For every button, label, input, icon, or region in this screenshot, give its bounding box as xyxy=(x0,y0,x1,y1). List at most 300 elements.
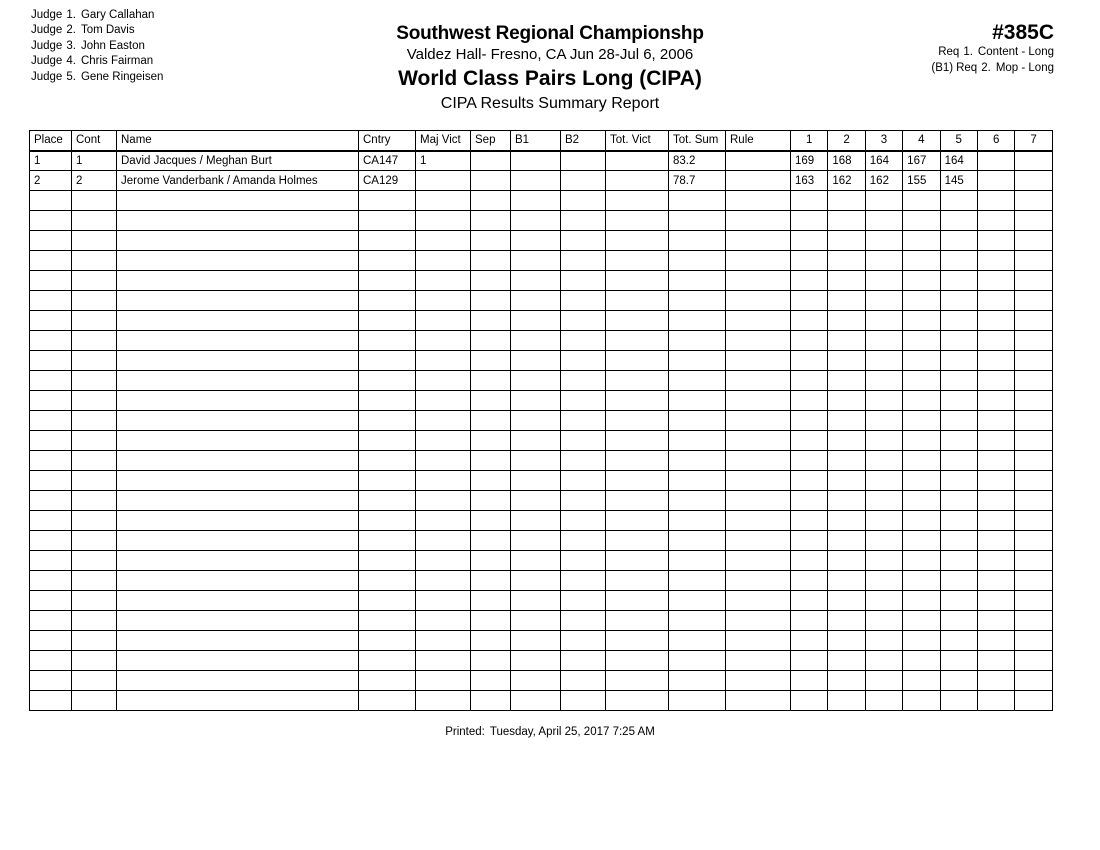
result-cell-place[interactable] xyxy=(30,411,72,431)
result-cell-b2[interactable] xyxy=(561,251,606,271)
result-cell-maj-vict[interactable] xyxy=(416,671,471,691)
result-cell-judge-score-2[interactable] xyxy=(828,211,865,231)
result-cell-judge-score-3[interactable] xyxy=(865,311,902,331)
result-cell-judge-score-3[interactable] xyxy=(865,271,902,291)
result-cell-judge-score-4[interactable] xyxy=(903,691,940,711)
table-row[interactable] xyxy=(30,451,1053,471)
result-cell-judge-score-1[interactable] xyxy=(791,591,828,611)
result-cell-judge-score-4[interactable] xyxy=(903,591,940,611)
result-cell-judge-score-7[interactable] xyxy=(1015,351,1052,371)
result-cell-judge-score-1[interactable] xyxy=(791,551,828,571)
result-cell-judge-score-4[interactable] xyxy=(903,671,940,691)
table-row[interactable] xyxy=(30,271,1053,291)
result-cell-cont[interactable] xyxy=(72,191,117,211)
result-cell-judge-score-2[interactable] xyxy=(828,571,865,591)
result-cell-judge-score-4[interactable] xyxy=(903,411,940,431)
table-row[interactable] xyxy=(30,231,1053,251)
result-cell-name[interactable] xyxy=(117,371,359,391)
result-cell-judge-score-2[interactable] xyxy=(828,491,865,511)
result-cell-maj-vict[interactable] xyxy=(416,351,471,371)
result-cell-sep[interactable] xyxy=(471,271,511,291)
result-cell-tot-sum[interactable] xyxy=(669,411,726,431)
result-cell-judge-score-5[interactable] xyxy=(940,371,977,391)
result-cell-name[interactable] xyxy=(117,651,359,671)
result-cell-b1[interactable] xyxy=(511,451,561,471)
result-cell-judge-score-6[interactable] xyxy=(977,471,1014,491)
result-cell-maj-vict[interactable] xyxy=(416,431,471,451)
result-cell-judge-score-3[interactable] xyxy=(865,611,902,631)
result-cell-judge-score-5[interactable] xyxy=(940,531,977,551)
result-cell-sep[interactable] xyxy=(471,331,511,351)
result-cell-cont[interactable] xyxy=(72,611,117,631)
result-cell-judge-score-2[interactable] xyxy=(828,291,865,311)
result-cell-judge-score-2[interactable] xyxy=(828,651,865,671)
table-row[interactable] xyxy=(30,151,1053,171)
result-cell-sep[interactable] xyxy=(471,491,511,511)
result-cell-judge-score-3[interactable] xyxy=(865,331,902,351)
result-cell-place[interactable]: 2 xyxy=(30,171,72,191)
result-cell-judge-score-6[interactable] xyxy=(977,311,1014,331)
result-cell-cntry[interactable] xyxy=(359,531,416,551)
result-cell-cntry[interactable] xyxy=(359,191,416,211)
result-cell-rule[interactable] xyxy=(726,151,791,171)
result-cell-judge-score-5[interactable] xyxy=(940,351,977,371)
result-cell-judge-score-4[interactable] xyxy=(903,231,940,251)
result-cell-judge-score-1[interactable]: 163 xyxy=(791,171,828,191)
result-cell-b1[interactable] xyxy=(511,391,561,411)
result-cell-judge-score-5[interactable] xyxy=(940,451,977,471)
result-cell-tot-vict[interactable] xyxy=(606,451,669,471)
result-cell-judge-score-7[interactable] xyxy=(1015,311,1052,331)
result-cell-judge-score-2[interactable] xyxy=(828,551,865,571)
result-cell-rule[interactable] xyxy=(726,531,791,551)
result-cell-maj-vict[interactable] xyxy=(416,411,471,431)
result-cell-sep[interactable] xyxy=(471,611,511,631)
result-cell-judge-score-6[interactable] xyxy=(977,191,1014,211)
result-cell-judge-score-3[interactable] xyxy=(865,591,902,611)
result-cell-tot-sum[interactable] xyxy=(669,471,726,491)
result-cell-judge-score-2[interactable] xyxy=(828,191,865,211)
result-cell-place[interactable] xyxy=(30,671,72,691)
result-cell-rule[interactable] xyxy=(726,171,791,191)
result-cell-name[interactable] xyxy=(117,451,359,471)
result-cell-rule[interactable] xyxy=(726,291,791,311)
result-cell-judge-score-6[interactable] xyxy=(977,631,1014,651)
result-cell-name[interactable] xyxy=(117,631,359,651)
result-cell-cntry[interactable] xyxy=(359,491,416,511)
result-cell-tot-vict[interactable] xyxy=(606,471,669,491)
result-cell-judge-score-1[interactable] xyxy=(791,351,828,371)
result-cell-cont[interactable] xyxy=(72,631,117,651)
result-cell-name[interactable] xyxy=(117,351,359,371)
result-cell-cntry[interactable] xyxy=(359,611,416,631)
result-cell-b2[interactable] xyxy=(561,551,606,571)
result-cell-b2[interactable] xyxy=(561,211,606,231)
result-cell-place[interactable] xyxy=(30,511,72,531)
result-cell-judge-score-1[interactable] xyxy=(791,411,828,431)
result-cell-name[interactable] xyxy=(117,211,359,231)
result-cell-sep[interactable] xyxy=(471,391,511,411)
result-cell-sep[interactable] xyxy=(471,631,511,651)
result-cell-cntry[interactable] xyxy=(359,291,416,311)
result-cell-judge-score-7[interactable] xyxy=(1015,531,1052,551)
result-cell-judge-score-3[interactable] xyxy=(865,491,902,511)
result-cell-judge-score-6[interactable] xyxy=(977,411,1014,431)
result-cell-b1[interactable] xyxy=(511,671,561,691)
result-cell-tot-sum[interactable] xyxy=(669,551,726,571)
result-cell-tot-vict[interactable] xyxy=(606,511,669,531)
result-cell-cntry[interactable] xyxy=(359,271,416,291)
result-cell-judge-score-4[interactable] xyxy=(903,551,940,571)
result-cell-sep[interactable] xyxy=(471,531,511,551)
result-cell-judge-score-7[interactable] xyxy=(1015,591,1052,611)
result-cell-maj-vict[interactable] xyxy=(416,291,471,311)
table-row[interactable] xyxy=(30,691,1053,711)
result-cell-judge-score-1[interactable] xyxy=(791,331,828,351)
result-cell-maj-vict[interactable] xyxy=(416,311,471,331)
table-row[interactable] xyxy=(30,491,1053,511)
result-cell-name[interactable] xyxy=(117,191,359,211)
result-cell-tot-vict[interactable] xyxy=(606,211,669,231)
result-cell-b1[interactable] xyxy=(511,311,561,331)
result-cell-tot-sum[interactable]: 78.7 xyxy=(669,171,726,191)
result-cell-tot-sum[interactable] xyxy=(669,631,726,651)
result-cell-b2[interactable] xyxy=(561,611,606,631)
result-cell-place[interactable] xyxy=(30,391,72,411)
result-cell-name[interactable] xyxy=(117,231,359,251)
result-cell-judge-score-1[interactable]: 169 xyxy=(791,151,828,171)
result-cell-name[interactable] xyxy=(117,491,359,511)
result-cell-judge-score-1[interactable] xyxy=(791,431,828,451)
result-cell-sep[interactable] xyxy=(471,251,511,271)
result-cell-judge-score-5[interactable] xyxy=(940,211,977,231)
result-cell-tot-vict[interactable] xyxy=(606,551,669,571)
result-cell-maj-vict[interactable] xyxy=(416,391,471,411)
result-cell-judge-score-7[interactable] xyxy=(1015,371,1052,391)
result-cell-cntry[interactable] xyxy=(359,211,416,231)
result-cell-b1[interactable] xyxy=(511,211,561,231)
result-cell-b2[interactable] xyxy=(561,351,606,371)
table-row[interactable] xyxy=(30,591,1053,611)
result-cell-judge-score-5[interactable] xyxy=(940,631,977,651)
result-cell-judge-score-5[interactable]: 164 xyxy=(940,151,977,171)
result-cell-judge-score-6[interactable] xyxy=(977,511,1014,531)
result-cell-judge-score-3[interactable] xyxy=(865,511,902,531)
result-cell-cont[interactable] xyxy=(72,591,117,611)
result-cell-tot-vict[interactable] xyxy=(606,591,669,611)
result-cell-judge-score-6[interactable] xyxy=(977,651,1014,671)
result-cell-b1[interactable] xyxy=(511,271,561,291)
result-cell-tot-vict[interactable] xyxy=(606,691,669,711)
result-cell-b1[interactable] xyxy=(511,691,561,711)
result-cell-judge-score-7[interactable] xyxy=(1015,451,1052,471)
table-row[interactable] xyxy=(30,671,1053,691)
result-cell-b1[interactable] xyxy=(511,551,561,571)
result-cell-name[interactable] xyxy=(117,251,359,271)
table-row[interactable] xyxy=(30,311,1053,331)
result-cell-rule[interactable] xyxy=(726,351,791,371)
result-cell-rule[interactable] xyxy=(726,191,791,211)
result-cell-tot-sum[interactable] xyxy=(669,651,726,671)
result-cell-maj-vict[interactable] xyxy=(416,591,471,611)
result-cell-rule[interactable] xyxy=(726,511,791,531)
result-cell-b2[interactable] xyxy=(561,391,606,411)
result-cell-cntry[interactable] xyxy=(359,591,416,611)
result-cell-place[interactable] xyxy=(30,591,72,611)
result-cell-judge-score-3[interactable] xyxy=(865,211,902,231)
result-cell-judge-score-3[interactable] xyxy=(865,411,902,431)
result-cell-cont[interactable] xyxy=(72,491,117,511)
result-cell-rule[interactable] xyxy=(726,391,791,411)
result-cell-rule[interactable] xyxy=(726,331,791,351)
result-cell-b2[interactable] xyxy=(561,171,606,191)
result-cell-cont[interactable] xyxy=(72,651,117,671)
result-cell-maj-vict[interactable] xyxy=(416,451,471,471)
result-cell-judge-score-6[interactable] xyxy=(977,451,1014,471)
result-cell-tot-sum[interactable]: 83.2 xyxy=(669,151,726,171)
result-cell-judge-score-5[interactable] xyxy=(940,551,977,571)
result-cell-b1[interactable] xyxy=(511,171,561,191)
result-cell-name[interactable] xyxy=(117,611,359,631)
result-cell-b1[interactable] xyxy=(511,491,561,511)
result-cell-judge-score-6[interactable] xyxy=(977,531,1014,551)
result-cell-judge-score-2[interactable] xyxy=(828,611,865,631)
result-cell-place[interactable] xyxy=(30,231,72,251)
table-row[interactable] xyxy=(30,471,1053,491)
result-cell-sep[interactable] xyxy=(471,651,511,671)
result-cell-cntry[interactable] xyxy=(359,691,416,711)
result-cell-b1[interactable] xyxy=(511,291,561,311)
result-cell-name[interactable]: David Jacques / Meghan Burt xyxy=(117,151,359,171)
result-cell-place[interactable] xyxy=(30,691,72,711)
result-cell-maj-vict[interactable] xyxy=(416,171,471,191)
result-cell-judge-score-7[interactable] xyxy=(1015,631,1052,651)
result-cell-judge-score-6[interactable] xyxy=(977,231,1014,251)
result-cell-cont[interactable] xyxy=(72,331,117,351)
result-cell-sep[interactable] xyxy=(471,191,511,211)
result-cell-tot-vict[interactable] xyxy=(606,491,669,511)
result-cell-tot-sum[interactable] xyxy=(669,311,726,331)
result-cell-judge-score-1[interactable] xyxy=(791,391,828,411)
result-cell-judge-score-6[interactable] xyxy=(977,691,1014,711)
result-cell-judge-score-4[interactable] xyxy=(903,371,940,391)
result-cell-judge-score-6[interactable] xyxy=(977,491,1014,511)
result-cell-b2[interactable] xyxy=(561,491,606,511)
result-cell-tot-sum[interactable] xyxy=(669,291,726,311)
table-row[interactable] xyxy=(30,411,1053,431)
result-cell-judge-score-2[interactable]: 168 xyxy=(828,151,865,171)
result-cell-cntry[interactable] xyxy=(359,431,416,451)
result-cell-judge-score-2[interactable] xyxy=(828,431,865,451)
result-cell-judge-score-1[interactable] xyxy=(791,251,828,271)
result-cell-place[interactable] xyxy=(30,431,72,451)
result-cell-judge-score-1[interactable] xyxy=(791,631,828,651)
result-cell-name[interactable] xyxy=(117,291,359,311)
result-cell-place[interactable] xyxy=(30,631,72,651)
result-cell-name[interactable] xyxy=(117,571,359,591)
result-cell-sep[interactable] xyxy=(471,511,511,531)
result-cell-maj-vict[interactable] xyxy=(416,211,471,231)
result-cell-judge-score-3[interactable] xyxy=(865,531,902,551)
result-cell-judge-score-5[interactable] xyxy=(940,611,977,631)
result-cell-b2[interactable] xyxy=(561,471,606,491)
result-cell-b2[interactable] xyxy=(561,331,606,351)
result-cell-tot-vict[interactable] xyxy=(606,331,669,351)
result-cell-judge-score-6[interactable] xyxy=(977,391,1014,411)
result-cell-judge-score-1[interactable] xyxy=(791,451,828,471)
result-cell-cntry[interactable] xyxy=(359,551,416,571)
result-cell-tot-sum[interactable] xyxy=(669,351,726,371)
result-cell-judge-score-2[interactable] xyxy=(828,371,865,391)
result-cell-judge-score-3[interactable] xyxy=(865,231,902,251)
result-cell-judge-score-7[interactable] xyxy=(1015,611,1052,631)
result-cell-judge-score-4[interactable] xyxy=(903,471,940,491)
result-cell-judge-score-3[interactable] xyxy=(865,371,902,391)
result-cell-judge-score-5[interactable] xyxy=(940,391,977,411)
result-cell-judge-score-2[interactable] xyxy=(828,391,865,411)
result-cell-cont[interactable] xyxy=(72,511,117,531)
result-cell-judge-score-3[interactable] xyxy=(865,471,902,491)
result-cell-judge-score-2[interactable] xyxy=(828,471,865,491)
table-row[interactable] xyxy=(30,431,1053,451)
result-cell-judge-score-7[interactable] xyxy=(1015,231,1052,251)
result-cell-cont[interactable] xyxy=(72,671,117,691)
result-cell-cont[interactable] xyxy=(72,551,117,571)
table-row[interactable] xyxy=(30,511,1053,531)
result-cell-b1[interactable] xyxy=(511,631,561,651)
result-cell-b2[interactable] xyxy=(561,671,606,691)
result-cell-place[interactable] xyxy=(30,571,72,591)
result-cell-tot-sum[interactable] xyxy=(669,231,726,251)
result-cell-b2[interactable] xyxy=(561,231,606,251)
result-cell-name[interactable] xyxy=(117,311,359,331)
result-cell-tot-sum[interactable] xyxy=(669,191,726,211)
result-cell-tot-sum[interactable] xyxy=(669,331,726,351)
result-cell-rule[interactable] xyxy=(726,371,791,391)
result-cell-judge-score-2[interactable]: 162 xyxy=(828,171,865,191)
result-cell-maj-vict[interactable] xyxy=(416,551,471,571)
table-row[interactable] xyxy=(30,631,1053,651)
result-cell-judge-score-5[interactable] xyxy=(940,491,977,511)
result-cell-judge-score-1[interactable] xyxy=(791,271,828,291)
result-cell-cntry[interactable] xyxy=(359,311,416,331)
result-cell-judge-score-2[interactable] xyxy=(828,591,865,611)
result-cell-b1[interactable] xyxy=(511,351,561,371)
result-cell-judge-score-2[interactable] xyxy=(828,231,865,251)
result-cell-rule[interactable] xyxy=(726,431,791,451)
result-cell-rule[interactable] xyxy=(726,611,791,631)
result-cell-judge-score-7[interactable] xyxy=(1015,251,1052,271)
result-cell-maj-vict[interactable] xyxy=(416,531,471,551)
result-cell-b1[interactable] xyxy=(511,251,561,271)
result-cell-maj-vict[interactable] xyxy=(416,651,471,671)
result-cell-cont[interactable] xyxy=(72,291,117,311)
result-cell-tot-sum[interactable] xyxy=(669,571,726,591)
result-cell-judge-score-6[interactable] xyxy=(977,271,1014,291)
result-cell-b1[interactable] xyxy=(511,531,561,551)
result-cell-name[interactable] xyxy=(117,551,359,571)
table-row[interactable] xyxy=(30,651,1053,671)
result-cell-judge-score-1[interactable] xyxy=(791,191,828,211)
result-cell-b2[interactable] xyxy=(561,371,606,391)
result-cell-judge-score-4[interactable] xyxy=(903,531,940,551)
table-row[interactable] xyxy=(30,611,1053,631)
result-cell-judge-score-5[interactable] xyxy=(940,311,977,331)
result-cell-tot-sum[interactable] xyxy=(669,271,726,291)
result-cell-judge-score-5[interactable] xyxy=(940,431,977,451)
result-cell-rule[interactable] xyxy=(726,271,791,291)
result-cell-name[interactable] xyxy=(117,591,359,611)
table-row[interactable] xyxy=(30,171,1053,191)
result-cell-b2[interactable] xyxy=(561,431,606,451)
result-cell-judge-score-4[interactable] xyxy=(903,451,940,471)
result-cell-b2[interactable] xyxy=(561,311,606,331)
result-cell-judge-score-2[interactable] xyxy=(828,251,865,271)
result-cell-cont[interactable]: 1 xyxy=(72,151,117,171)
result-cell-tot-vict[interactable] xyxy=(606,571,669,591)
result-cell-judge-score-4[interactable] xyxy=(903,211,940,231)
result-cell-tot-sum[interactable] xyxy=(669,591,726,611)
result-cell-judge-score-3[interactable] xyxy=(865,291,902,311)
result-cell-tot-vict[interactable] xyxy=(606,171,669,191)
result-cell-name[interactable] xyxy=(117,331,359,351)
result-cell-cont[interactable] xyxy=(72,451,117,471)
result-cell-judge-score-4[interactable] xyxy=(903,191,940,211)
result-cell-cont[interactable] xyxy=(72,311,117,331)
result-cell-sep[interactable] xyxy=(471,351,511,371)
result-cell-judge-score-7[interactable] xyxy=(1015,191,1052,211)
result-cell-judge-score-5[interactable] xyxy=(940,331,977,351)
result-cell-judge-score-7[interactable] xyxy=(1015,571,1052,591)
result-cell-judge-score-6[interactable] xyxy=(977,431,1014,451)
result-cell-judge-score-3[interactable] xyxy=(865,671,902,691)
result-cell-tot-vict[interactable] xyxy=(606,251,669,271)
result-cell-rule[interactable] xyxy=(726,231,791,251)
result-cell-judge-score-3[interactable]: 162 xyxy=(865,171,902,191)
result-cell-judge-score-7[interactable] xyxy=(1015,151,1052,171)
result-cell-tot-vict[interactable] xyxy=(606,151,669,171)
result-cell-name[interactable] xyxy=(117,511,359,531)
result-cell-place[interactable] xyxy=(30,331,72,351)
result-cell-tot-vict[interactable] xyxy=(606,411,669,431)
result-cell-maj-vict[interactable] xyxy=(416,231,471,251)
result-cell-judge-score-3[interactable] xyxy=(865,251,902,271)
result-cell-cont[interactable] xyxy=(72,471,117,491)
result-cell-judge-score-5[interactable] xyxy=(940,671,977,691)
result-cell-cntry[interactable] xyxy=(359,351,416,371)
result-cell-b2[interactable] xyxy=(561,531,606,551)
result-cell-rule[interactable] xyxy=(726,691,791,711)
result-cell-tot-vict[interactable] xyxy=(606,431,669,451)
result-cell-cntry[interactable] xyxy=(359,411,416,431)
result-cell-rule[interactable] xyxy=(726,311,791,331)
result-cell-tot-sum[interactable] xyxy=(669,531,726,551)
result-cell-cont[interactable] xyxy=(72,211,117,231)
result-cell-tot-vict[interactable] xyxy=(606,651,669,671)
result-cell-judge-score-5[interactable] xyxy=(940,511,977,531)
result-cell-judge-score-2[interactable] xyxy=(828,531,865,551)
result-cell-maj-vict[interactable] xyxy=(416,631,471,651)
result-cell-place[interactable] xyxy=(30,211,72,231)
result-cell-b1[interactable] xyxy=(511,571,561,591)
result-cell-tot-sum[interactable] xyxy=(669,691,726,711)
result-cell-tot-vict[interactable] xyxy=(606,191,669,211)
result-cell-judge-score-5[interactable] xyxy=(940,691,977,711)
result-cell-judge-score-4[interactable] xyxy=(903,571,940,591)
result-cell-sep[interactable] xyxy=(471,671,511,691)
result-cell-maj-vict[interactable] xyxy=(416,491,471,511)
result-cell-judge-score-1[interactable] xyxy=(791,671,828,691)
